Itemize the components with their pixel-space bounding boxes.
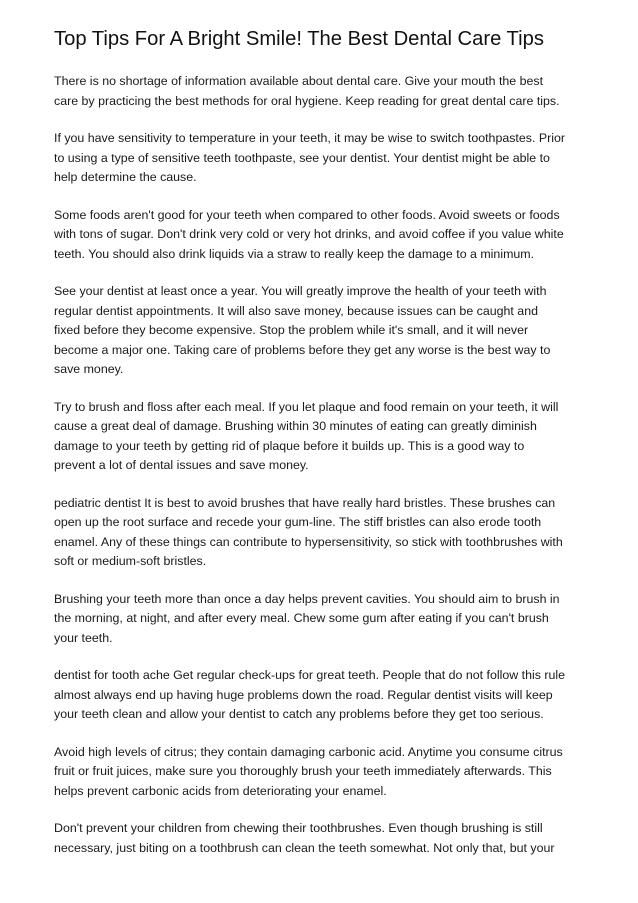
paragraph [54, 494, 590, 572]
paragraph-line: regular dentist appointments. It will also save money, because issues can be caught and [54, 303, 538, 318]
page-title: Top Tips For A Bright Smile! The Best Dental Care Tips [54, 28, 544, 50]
paragraph [54, 590, 590, 649]
paragraph [54, 129, 590, 188]
paragraph-line: soft or medium-soft bristles. [54, 554, 207, 568]
paragraph-line: care by practicing the best methods for oral hygiene. Keep reading for great dental care tips. [54, 93, 560, 108]
paragraph-line: necessary, just biting on a toothbrush can clean the teeth somewhat. Not only that, but your [54, 840, 555, 855]
paragraph-line: There is no shortage of information available about dental care. Give your mouth the best [54, 74, 544, 88]
paragraph-line: cause a great deal of damage. Brushing within 30 minutes of eating can greatly diminish [54, 419, 537, 433]
paragraph [54, 666, 590, 725]
paragraph-line: Don't prevent your children from chewing their toothbrushes. Even though brushing is still [54, 821, 543, 835]
article-body [54, 72, 590, 858]
paragraph-line: dentist for tooth ache Get regular check-ups for great teeth. People that do not follow this rule [54, 668, 566, 682]
paragraph-line: Try to brush and floss after each meal. If you let plaque and food remain on your teeth, it will [54, 399, 559, 414]
paragraph-line: Brushing your teeth more than once a day helps prevent cavities. You should aim to brush in [54, 591, 560, 606]
paragraph-line: the morning, at night, and after every meal. Chew some gum after eating if you can't brush [54, 611, 549, 625]
paragraph-line: your teeth clean and allow your dentist to catch any problems before they get too serious. [54, 707, 544, 721]
paragraph-line: See your dentist at least once a year. You will greatly improve the health of your teeth with [54, 284, 547, 298]
paragraph [54, 819, 590, 858]
paragraph-line: save money. [54, 362, 124, 376]
paragraph-line: with tons of sugar. Don't drink very cold or very hot drinks, and avoid coffee if you value white [54, 227, 564, 241]
paragraph-line: enamel. Any of these things can contribute to hypersensitivity, so stick with toothbrushes with [54, 534, 563, 549]
paragraph-line: become a major one. Taking care of problems before they get any worse is the best way to [54, 342, 551, 357]
paragraph-line: Some foods aren't good for your teeth when compared to other foods. Avoid sweets or foods [54, 207, 560, 222]
paragraph-line: your teeth. [54, 630, 113, 645]
paragraph-line: helps prevent carbonic acids from deteriorating your enamel. [54, 783, 387, 798]
paragraph-line: teeth. You should also drink liquids via a straw to really keep the damage to a minimum. [54, 246, 535, 261]
paragraph-line: pediatric dentist It is best to avoid brushes that have really hard bristles. These brushes can [54, 495, 556, 510]
paragraph-line: help determine the cause. [54, 170, 197, 184]
paragraph-line: fruit or fruit juices, make sure you thoroughly brush your teeth immediately afterwards. This [54, 764, 552, 778]
paragraph [54, 398, 590, 476]
paragraph [54, 206, 590, 265]
paragraph-line: open up the root surface and recede your gum-line. The stiff bristles can also erode tooth [54, 515, 542, 529]
document-page [54, 26, 590, 876]
paragraph [54, 72, 590, 111]
paragraph-line: prevent a lot of dental issues and save money. [54, 458, 309, 472]
paragraph-line: Avoid high levels of citrus; they contain damaging carbonic acid. Anytime you consume citrus [54, 744, 563, 759]
paragraph-line: damage to your teeth by getting rid of plaque before it builds up. This is a good way to [54, 438, 525, 453]
paragraph [54, 282, 590, 380]
paragraph-line: to using a type of sensitive teeth toothpaste, see your dentist. Your dentist might be able to [54, 150, 550, 165]
paragraph-line: If you have sensitivity to temperature in your teeth, it may be wise to switch toothpastes. Prior [54, 131, 566, 145]
paragraph-line: almost always end up having huge problems down the road. Regular dentist visits will keep [54, 687, 553, 702]
paragraph-line: fixed before they become expensive. Stop the problem while it's small, and it will never [54, 323, 529, 337]
paragraph [54, 743, 590, 802]
